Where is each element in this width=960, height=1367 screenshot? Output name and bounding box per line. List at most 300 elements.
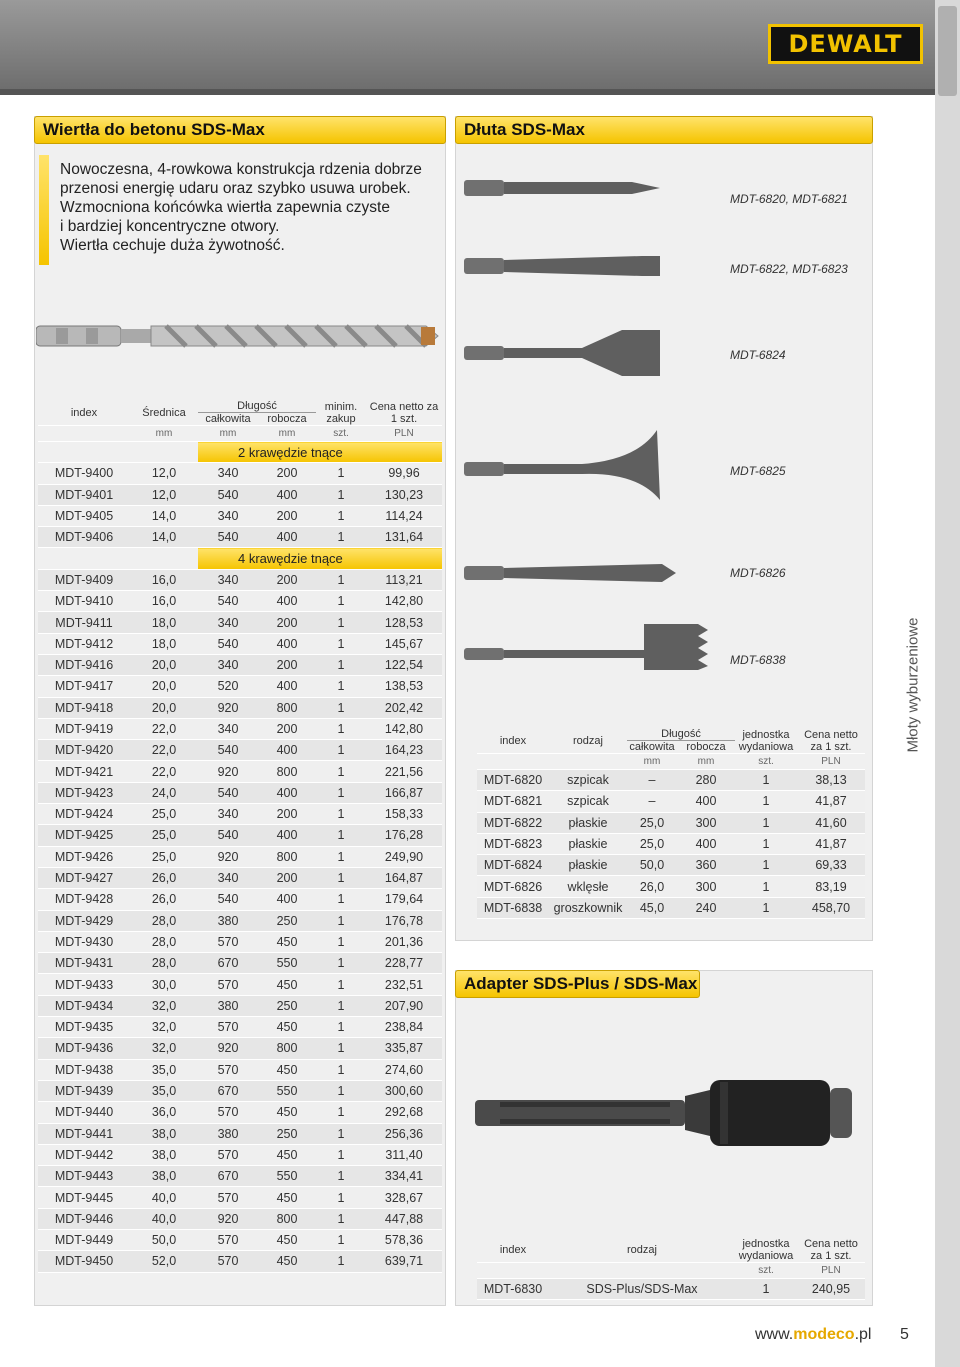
- cell-price: 38,13: [797, 770, 865, 791]
- cell-unit: 1: [735, 812, 797, 833]
- table-row: [38, 974, 442, 995]
- cell-length-total: 920: [198, 1038, 258, 1059]
- cell-min-order: 1: [316, 1187, 366, 1208]
- cell-price: 201,36: [366, 931, 442, 952]
- url-suffix: .pl: [854, 1326, 872, 1343]
- cell-index: MDT-9412: [38, 633, 130, 654]
- cell-diameter: 32,0: [130, 995, 198, 1016]
- cell-diameter: 35,0: [130, 1080, 198, 1101]
- cell-price: 328,67: [366, 1187, 442, 1208]
- col-index: index: [477, 728, 549, 754]
- cell-diameter: 16,0: [130, 591, 198, 612]
- cell-length-working: 240: [677, 897, 735, 918]
- table-row: [38, 676, 442, 697]
- col-length-working: robocza: [258, 413, 316, 426]
- cell-index: MDT-9425: [38, 825, 130, 846]
- unit: PLN: [366, 426, 442, 442]
- cell-length-working: 200: [258, 463, 316, 484]
- intro-stripe: [39, 155, 49, 265]
- col-length-working: robocza: [677, 741, 735, 754]
- cell-min-order: 1: [316, 782, 366, 803]
- unit: mm: [677, 754, 735, 770]
- cell-index: MDT-9417: [38, 676, 130, 697]
- cell-length-total: 340: [198, 505, 258, 526]
- cell-index: MDT-6838: [477, 897, 549, 918]
- cell-price: 164,87: [366, 867, 442, 888]
- cell-index: MDT-9450: [38, 1251, 130, 1272]
- cell-index: MDT-9441: [38, 1123, 130, 1144]
- cell-min-order: 1: [316, 995, 366, 1016]
- cell-min-order: 1: [316, 889, 366, 910]
- sds-max-drill-bit-image: [36, 318, 441, 354]
- cell-unit: 1: [735, 876, 797, 897]
- wide-chisel-icon: [464, 330, 660, 376]
- unit: mm: [627, 754, 677, 770]
- cell-price: 228,77: [366, 953, 442, 974]
- cell-price: 41,60: [797, 812, 865, 833]
- table-row: [38, 1017, 442, 1038]
- cell-price: 41,87: [797, 833, 865, 854]
- cell-diameter: 40,0: [130, 1208, 198, 1229]
- col-length: Długość: [627, 728, 735, 741]
- cell-price: 221,56: [366, 761, 442, 782]
- cell-length-working: 200: [258, 569, 316, 590]
- table-row: [477, 897, 865, 918]
- cell-index: MDT-9440: [38, 1102, 130, 1123]
- cell-min-order: 1: [316, 633, 366, 654]
- cell-length-total: 340: [198, 718, 258, 739]
- cell-index: MDT-9423: [38, 782, 130, 803]
- cell-price: 131,64: [366, 527, 442, 548]
- cell-length-total: 670: [198, 1080, 258, 1101]
- cell-index: MDT-6822: [477, 812, 549, 833]
- cell-length-total: 540: [198, 527, 258, 548]
- cell-length-working: 400: [258, 782, 316, 803]
- cell-min-order: 1: [316, 1251, 366, 1272]
- table-row: [38, 995, 442, 1016]
- cell-price: 447,88: [366, 1208, 442, 1229]
- cell-diameter: 35,0: [130, 1059, 198, 1080]
- cell-index: MDT-6830: [477, 1279, 549, 1300]
- table-row: [477, 855, 865, 876]
- cell-length-total: 570: [198, 1251, 258, 1272]
- side-tab: [898, 600, 928, 770]
- col-unit: jednostka wydaniowa: [735, 728, 797, 754]
- url-brand: modeco: [793, 1326, 855, 1343]
- cell-length-total: 26,0: [627, 876, 677, 897]
- table-row: [38, 867, 442, 888]
- intro-text: [60, 160, 450, 255]
- cell-length-total: 920: [198, 697, 258, 718]
- spade-chisel-icon: [464, 430, 660, 500]
- adapter-table: [477, 1238, 865, 1300]
- cell-length-working: 450: [258, 1187, 316, 1208]
- caption-mdt-6825: MDT-6825: [730, 464, 786, 478]
- cell-index: MDT-9405: [38, 505, 130, 526]
- cell-price: 311,40: [366, 1144, 442, 1165]
- cell-length-working: 400: [258, 676, 316, 697]
- cell-length-working: 450: [258, 1059, 316, 1080]
- table-row: [38, 804, 442, 825]
- table-row: [38, 697, 442, 718]
- cell-length-working: 250: [258, 995, 316, 1016]
- cell-price: 179,64: [366, 889, 442, 910]
- cell-price: 292,68: [366, 1102, 442, 1123]
- cell-unit: 1: [735, 1279, 797, 1300]
- cell-min-order: 1: [316, 974, 366, 995]
- cell-length-working: 200: [258, 718, 316, 739]
- cell-length-total: 340: [198, 867, 258, 888]
- cell-price: 130,23: [366, 484, 442, 505]
- pointed-chisel-icon: [464, 180, 660, 196]
- table-row: [38, 484, 442, 505]
- cell-length-working: 400: [258, 889, 316, 910]
- cell-index: MDT-9435: [38, 1017, 130, 1038]
- cell-diameter: 25,0: [130, 846, 198, 867]
- cell-index: MDT-9442: [38, 1144, 130, 1165]
- table-row: [38, 1229, 442, 1250]
- cell-index: MDT-9411: [38, 612, 130, 633]
- table-row: [38, 591, 442, 612]
- cell-index: MDT-9420: [38, 740, 130, 761]
- cell-min-order: 1: [316, 463, 366, 484]
- cell-diameter: 50,0: [130, 1229, 198, 1250]
- cell-min-order: 1: [316, 1144, 366, 1165]
- cell-index: MDT-9434: [38, 995, 130, 1016]
- cell-length-working: 400: [258, 591, 316, 612]
- cell-type: płaskie: [549, 833, 627, 854]
- cell-index: MDT-9426: [38, 846, 130, 867]
- cell-diameter: 38,0: [130, 1144, 198, 1165]
- intro-line: Wzmocniona końcówka wiertła zapewnia czyste: [60, 199, 390, 216]
- cell-price: 238,84: [366, 1017, 442, 1038]
- cell-price: 176,28: [366, 825, 442, 846]
- table-row: [38, 1187, 442, 1208]
- cell-min-order: 1: [316, 931, 366, 952]
- table-row: [38, 761, 442, 782]
- cell-length-working: 550: [258, 1080, 316, 1101]
- cell-length-total: 570: [198, 1017, 258, 1038]
- cell-index: MDT-9424: [38, 804, 130, 825]
- cell-diameter: 24,0: [130, 782, 198, 803]
- cell-length-total: 380: [198, 910, 258, 931]
- table-row: [38, 569, 442, 590]
- cell-length-total: 540: [198, 825, 258, 846]
- cell-min-order: 1: [316, 1059, 366, 1080]
- cell-price: 249,90: [366, 846, 442, 867]
- cell-index: MDT-6821: [477, 791, 549, 812]
- table-row: [38, 889, 442, 910]
- table-row: [38, 782, 442, 803]
- cell-type: szpicak: [549, 791, 627, 812]
- col-diameter: Średnica: [130, 400, 198, 426]
- table-row: [38, 1123, 442, 1144]
- cell-diameter: 26,0: [130, 889, 198, 910]
- scrollbar-thumb[interactable]: [938, 6, 957, 96]
- cell-length-total: 920: [198, 1208, 258, 1229]
- cell-min-order: 1: [316, 1017, 366, 1038]
- table-row: [477, 1279, 865, 1300]
- cell-price: 83,19: [797, 876, 865, 897]
- cell-price: 166,87: [366, 782, 442, 803]
- cell-min-order: 1: [316, 697, 366, 718]
- table-row: [477, 833, 865, 854]
- table-row: [38, 612, 442, 633]
- cell-length-working: 800: [258, 1208, 316, 1229]
- side-tab-label: Młoty wyburzeniowe: [904, 617, 922, 753]
- cell-index: MDT-9401: [38, 484, 130, 505]
- cell-diameter: 12,0: [130, 463, 198, 484]
- cell-length-working: 400: [677, 833, 735, 854]
- cell-diameter: 18,0: [130, 612, 198, 633]
- cell-type: groszkownik: [549, 897, 627, 918]
- cell-diameter: 38,0: [130, 1123, 198, 1144]
- cell-index: MDT-9431: [38, 953, 130, 974]
- cell-diameter: 52,0: [130, 1251, 198, 1272]
- cell-length-total: 670: [198, 953, 258, 974]
- table-row: [38, 1059, 442, 1080]
- table-row: [38, 1251, 442, 1272]
- unit: PLN: [797, 1263, 865, 1279]
- cell-length-total: 540: [198, 782, 258, 803]
- cell-index: MDT-9419: [38, 718, 130, 739]
- scrollbar[interactable]: [935, 0, 960, 1367]
- cell-price: 113,21: [366, 569, 442, 590]
- cell-unit: 1: [735, 897, 797, 918]
- cell-price: 99,96: [366, 463, 442, 484]
- cell-index: MDT-9445: [38, 1187, 130, 1208]
- cell-diameter: 20,0: [130, 697, 198, 718]
- drill-section-title: Wiertła do betonu SDS-Max: [34, 116, 446, 144]
- cell-min-order: 1: [316, 1229, 366, 1250]
- cell-min-order: 1: [316, 1102, 366, 1123]
- page-number: 5: [900, 1326, 909, 1343]
- cell-index: MDT-6826: [477, 876, 549, 897]
- intro-line: i bardziej koncentryczne otwory.: [60, 218, 280, 235]
- unit: mm: [198, 426, 258, 442]
- cell-diameter: 14,0: [130, 527, 198, 548]
- cell-index: MDT-9433: [38, 974, 130, 995]
- unit: szt.: [316, 426, 366, 442]
- cell-min-order: 1: [316, 1166, 366, 1187]
- cell-unit: 1: [735, 770, 797, 791]
- cell-index: MDT-9418: [38, 697, 130, 718]
- cell-min-order: 1: [316, 740, 366, 761]
- cell-diameter: 28,0: [130, 953, 198, 974]
- cell-length-total: 540: [198, 889, 258, 910]
- table-row: [38, 740, 442, 761]
- cell-length-total: 340: [198, 654, 258, 675]
- cell-length-total: 540: [198, 591, 258, 612]
- cell-min-order: 1: [316, 1080, 366, 1101]
- cell-diameter: 25,0: [130, 825, 198, 846]
- cell-min-order: 1: [316, 718, 366, 739]
- cell-length-total: 540: [198, 633, 258, 654]
- cell-length-total: 25,0: [627, 833, 677, 854]
- caption-mdt-6826: MDT-6826: [730, 566, 786, 580]
- cell-length-working: 450: [258, 1229, 316, 1250]
- cell-unit: 1: [735, 855, 797, 876]
- cell-index: MDT-9446: [38, 1208, 130, 1229]
- table-row: [38, 931, 442, 952]
- cell-unit: 1: [735, 833, 797, 854]
- group-label: 2 krawędzie tnące: [198, 442, 442, 463]
- table-row: [38, 953, 442, 974]
- cell-length-working: 200: [258, 654, 316, 675]
- cell-index: MDT-9409: [38, 569, 130, 590]
- group-row: [38, 548, 442, 569]
- table-row: [38, 1102, 442, 1123]
- cell-index: MDT-9406: [38, 527, 130, 548]
- cell-index: MDT-9449: [38, 1229, 130, 1250]
- cell-min-order: 1: [316, 569, 366, 590]
- group-label: 4 krawędzie tnące: [198, 548, 442, 569]
- cell-length-working: 550: [258, 1166, 316, 1187]
- group-spacer: [38, 442, 198, 463]
- cell-diameter: 28,0: [130, 910, 198, 931]
- cell-length-working: 400: [258, 825, 316, 846]
- cell-length-total: 570: [198, 1229, 258, 1250]
- cell-diameter: 16,0: [130, 569, 198, 590]
- cell-min-order: 1: [316, 1038, 366, 1059]
- group-row: [38, 442, 442, 463]
- cell-index: MDT-9410: [38, 591, 130, 612]
- cell-index: MDT-9443: [38, 1166, 130, 1187]
- adapter-section-title: Adapter SDS-Plus / SDS-Max: [455, 970, 700, 998]
- cell-diameter: 25,0: [130, 804, 198, 825]
- cell-type: płaskie: [549, 812, 627, 833]
- table-row: [477, 770, 865, 791]
- cell-price: 158,33: [366, 804, 442, 825]
- table-row: [477, 812, 865, 833]
- col-length: Długość: [198, 400, 316, 413]
- group-spacer: [38, 548, 198, 569]
- cell-price: 334,41: [366, 1166, 442, 1187]
- gouge-chisel-icon: [464, 564, 676, 582]
- cell-min-order: 1: [316, 1208, 366, 1229]
- cell-length-working: 250: [258, 910, 316, 931]
- cell-length-working: 200: [258, 612, 316, 633]
- cell-price: 122,54: [366, 654, 442, 675]
- cell-length-total: 380: [198, 995, 258, 1016]
- table-row: [38, 1208, 442, 1229]
- table-row: [38, 505, 442, 526]
- cell-length-working: 450: [258, 1144, 316, 1165]
- cell-price: 207,90: [366, 995, 442, 1016]
- cell-min-order: 1: [316, 591, 366, 612]
- cell-index: MDT-9416: [38, 654, 130, 675]
- cell-length-total: 340: [198, 463, 258, 484]
- table-row: [38, 1144, 442, 1165]
- cell-diameter: 32,0: [130, 1017, 198, 1038]
- cell-length-total: 340: [198, 804, 258, 825]
- cell-length-working: 200: [258, 505, 316, 526]
- cell-index: MDT-9400: [38, 463, 130, 484]
- cell-length-working: 800: [258, 761, 316, 782]
- intro-line: Wiertła cechuje duża żywotność.: [60, 237, 285, 254]
- col-length-total: całkowita: [627, 741, 677, 754]
- table-row: [38, 654, 442, 675]
- cell-min-order: 1: [316, 910, 366, 931]
- cell-price: 142,80: [366, 591, 442, 612]
- cell-price: 578,36: [366, 1229, 442, 1250]
- cell-diameter: 36,0: [130, 1102, 198, 1123]
- cell-price: 256,36: [366, 1123, 442, 1144]
- cell-price: 176,78: [366, 910, 442, 931]
- cell-price: 142,80: [366, 718, 442, 739]
- caption-mdt-6824: MDT-6824: [730, 348, 786, 362]
- cell-length-working: 400: [258, 740, 316, 761]
- footer-url[interactable]: [755, 1326, 871, 1344]
- cell-min-order: 1: [316, 846, 366, 867]
- cell-min-order: 1: [316, 953, 366, 974]
- col-type: rodzaj: [549, 1238, 735, 1263]
- cell-length-working: 280: [677, 770, 735, 791]
- cell-length-total: 50,0: [627, 855, 677, 876]
- cell-diameter: 22,0: [130, 718, 198, 739]
- cell-length-total: 670: [198, 1166, 258, 1187]
- cell-price: 164,23: [366, 740, 442, 761]
- unit: mm: [258, 426, 316, 442]
- cell-unit: 1: [735, 791, 797, 812]
- cell-price: 240,95: [797, 1279, 865, 1300]
- cell-min-order: 1: [316, 676, 366, 697]
- cell-length-total: 25,0: [627, 812, 677, 833]
- chisel-images: [462, 150, 722, 670]
- unit: mm: [130, 426, 198, 442]
- cell-length-total: 340: [198, 569, 258, 590]
- cell-length-total: 570: [198, 974, 258, 995]
- caption-mdt-6820: MDT-6820, MDT-6821: [730, 192, 848, 206]
- table-row: [38, 527, 442, 548]
- cell-length-working: 800: [258, 697, 316, 718]
- cell-diameter: 12,0: [130, 484, 198, 505]
- table-row: [38, 846, 442, 867]
- cell-price: 202,42: [366, 697, 442, 718]
- chisel-section-title: Dłuta SDS-Max: [455, 116, 873, 144]
- cell-length-working: 400: [258, 484, 316, 505]
- table-row: [38, 1166, 442, 1187]
- cell-price: 232,51: [366, 974, 442, 995]
- caption-mdt-6838: MDT-6838: [730, 653, 786, 667]
- col-price: Cena netto za 1 szt.: [797, 728, 865, 754]
- cell-length-working: 400: [677, 791, 735, 812]
- cell-diameter: 20,0: [130, 654, 198, 675]
- cell-length-total: 540: [198, 740, 258, 761]
- cell-price: 274,60: [366, 1059, 442, 1080]
- cell-length-working: 450: [258, 1017, 316, 1038]
- cell-diameter: 40,0: [130, 1187, 198, 1208]
- cell-length-working: 200: [258, 867, 316, 888]
- cell-length-total: 920: [198, 846, 258, 867]
- cell-length-working: 450: [258, 974, 316, 995]
- cell-price: 335,87: [366, 1038, 442, 1059]
- cell-length-working: 250: [258, 1123, 316, 1144]
- cell-length-working: 300: [677, 876, 735, 897]
- cell-diameter: 22,0: [130, 740, 198, 761]
- cell-min-order: 1: [316, 612, 366, 633]
- cell-price: 138,53: [366, 676, 442, 697]
- col-price: Cena netto za 1 szt.: [797, 1238, 865, 1263]
- cell-diameter: 14,0: [130, 505, 198, 526]
- cell-diameter: 28,0: [130, 931, 198, 952]
- cell-min-order: 1: [316, 761, 366, 782]
- cell-price: 458,70: [797, 897, 865, 918]
- cell-diameter: 20,0: [130, 676, 198, 697]
- cell-type: wklęsłe: [549, 876, 627, 897]
- cell-length-total: 380: [198, 1123, 258, 1144]
- cell-length-working: 550: [258, 953, 316, 974]
